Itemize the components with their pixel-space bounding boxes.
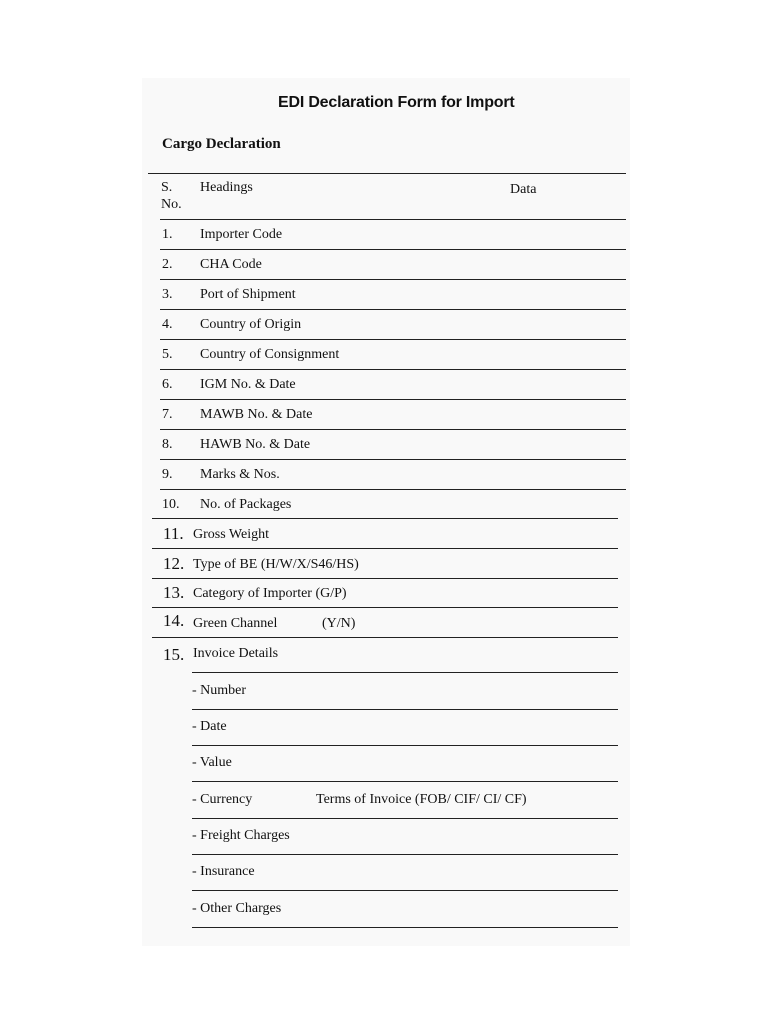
invoice-terms-of-invoice: Terms of Invoice (FOB/ CIF/ CI/ CF) <box>316 792 527 807</box>
invoice-rule <box>192 781 618 782</box>
row-number: 1. <box>162 227 173 242</box>
row-extra-green-channel: (Y/N) <box>322 616 356 631</box>
row-number: 10. <box>162 497 180 512</box>
row-rule <box>160 279 626 280</box>
row-rule <box>192 672 618 673</box>
header-top-rule <box>148 173 626 174</box>
row-label-gross-weight: Gross Weight <box>193 527 270 542</box>
header-headings: Headings <box>200 180 253 195</box>
row-number: 7. <box>162 407 173 422</box>
row-rule <box>160 459 626 460</box>
invoice-rule <box>192 709 618 710</box>
invoice-item-value: - Value <box>192 755 232 770</box>
header-bottom-rule <box>160 219 626 220</box>
row-number: 4. <box>162 317 173 332</box>
row-number: 14. <box>163 611 185 630</box>
row-label-category-of-importer: Category of Importer (G/P) <box>193 586 347 601</box>
row-rule <box>160 339 626 340</box>
header-sno-line2: No. <box>161 197 182 212</box>
row-rule <box>160 309 626 310</box>
row-rule <box>152 637 618 638</box>
invoice-item-other-charges: - Other Charges <box>192 901 282 916</box>
row-number: 13. <box>163 583 185 602</box>
row-rule <box>160 369 626 370</box>
section-title: Cargo Declaration <box>162 136 281 152</box>
row-number: 11. <box>163 524 184 543</box>
header-sno-line1: S. <box>161 180 173 195</box>
row-number: 5. <box>162 347 173 362</box>
invoice-rule <box>192 927 618 928</box>
invoice-rule <box>192 854 618 855</box>
invoice-item-date: - Date <box>192 719 227 734</box>
invoice-item-number: - Number <box>192 683 247 698</box>
row-rule <box>152 548 618 549</box>
row-number: 9. <box>162 467 173 482</box>
row-label-type-of-be: Type of BE (H/W/X/S46/HS) <box>193 557 359 572</box>
row-label-no-of-packages: No. of Packages <box>200 497 292 512</box>
row-rule <box>160 429 626 430</box>
header-data: Data <box>510 182 537 197</box>
row-rule <box>160 489 626 490</box>
row-rule <box>152 578 618 579</box>
row-number: 6. <box>162 377 173 392</box>
invoice-item-freight-charges: - Freight Charges <box>192 828 290 843</box>
row-rule <box>160 249 626 250</box>
form-title: EDI Declaration Form for Import <box>278 94 515 111</box>
row-label-hawb-no-date: HAWB No. & Date <box>200 437 311 452</box>
row-label-mawb-no-date: MAWB No. & Date <box>200 407 313 422</box>
row-number: 15. <box>163 645 185 664</box>
row-rule <box>152 607 618 608</box>
row-number: 3. <box>162 287 173 302</box>
invoice-rule <box>192 890 618 891</box>
invoice-item-insurance: - Insurance <box>192 864 255 879</box>
row-rule <box>152 518 618 519</box>
row-label-marks-nos: Marks & Nos. <box>200 467 280 482</box>
invoice-rule <box>192 745 618 746</box>
row-number: 12. <box>163 554 185 573</box>
row-label-invoice-details: Invoice Details <box>193 646 279 661</box>
row-label-country-of-origin: Country of Origin <box>200 317 302 332</box>
row-rule <box>160 399 626 400</box>
row-label-port-of-shipment: Port of Shipment <box>200 287 296 302</box>
row-label-cha-code: CHA Code <box>200 257 262 272</box>
row-label-importer-code: Importer Code <box>200 227 283 242</box>
row-label-green-channel: Green Channel <box>193 616 278 631</box>
row-label-igm-no-date: IGM No. & Date <box>200 377 296 392</box>
row-number: 8. <box>162 437 173 452</box>
row-number: 2. <box>162 257 173 272</box>
invoice-item-currency: - Currency <box>192 792 253 807</box>
invoice-rule <box>192 818 618 819</box>
row-label-country-of-consignment: Country of Consignment <box>200 347 340 362</box>
